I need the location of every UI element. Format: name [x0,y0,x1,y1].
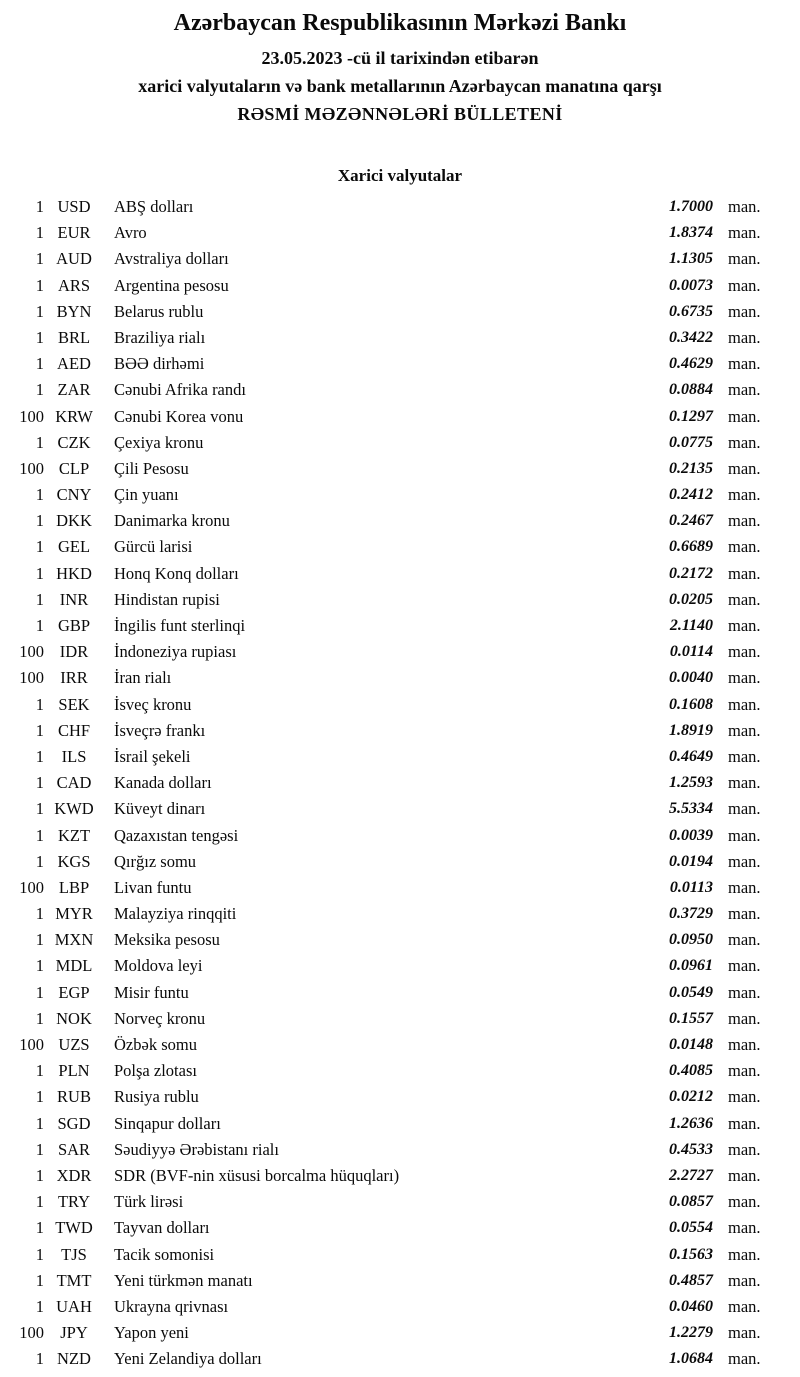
rate-value: 0.0857 [669,1193,713,1211]
unit-label: man. [728,432,761,452]
rate-row [0,1032,800,1058]
quantity: 1 [35,589,44,609]
rate-row [0,404,800,430]
rate-row [0,875,800,901]
currency-code: CNY [56,485,92,505]
rate-row [0,901,800,927]
quantity: 1 [35,197,44,216]
rate-row [0,1084,800,1110]
currency-name: Honq Konq dolları [114,563,239,583]
unit-label: man. [728,1008,761,1028]
rate-row [0,796,800,822]
rate-row [0,613,800,639]
currency-name: Avro [114,223,147,243]
rates-table [0,194,800,1372]
rate-value: 0.3729 [669,905,713,923]
rate-value: 0.0961 [669,957,713,975]
unit-label: man. [728,930,761,950]
unit-label: man. [728,877,761,897]
rate-value: 0.6735 [669,302,713,320]
currency-name: Belarus rublu [114,301,204,321]
currency-name: Çexiya kronu [114,432,204,452]
currency-name: Kanada dolları [114,773,212,793]
rate-row [0,1163,800,1189]
rate-value: 0.1608 [669,695,713,713]
currency-name: Çin yuanı [114,485,179,505]
rate-value: 0.0194 [669,852,713,870]
rate-row [0,1346,800,1372]
quantity: 1 [35,1061,44,1081]
rate-row [0,299,800,325]
bank-title: Azərbaycan Respublikasının Mərkəzi Bankı [173,10,627,36]
currency-code: NZD [57,1349,91,1369]
unit-label: man. [728,1349,761,1369]
bulletin-subtitle: xarici valyutaların və bank metallarının Azərbaycan manatına qarşı [138,76,662,96]
rate-row [0,770,800,796]
rate-row [0,325,800,351]
currency-code: GBP [57,616,91,635]
unit-label: man. [728,275,761,295]
rate-row [0,823,800,849]
rate-row [0,639,800,665]
rate-row [0,534,800,560]
quantity: 1 [35,851,44,871]
quantity: 1 [35,746,44,766]
rate-value: 0.0113 [669,878,713,896]
rate-row [0,927,800,953]
rate-value: 0.4533 [669,1140,713,1158]
currency-code: TWD [55,1218,93,1238]
rate-value: 0.2412 [669,486,713,504]
quantity: 100 [19,1323,44,1343]
rate-value: 0.4649 [669,747,713,765]
currency-code: USD [57,197,91,216]
unit-label: man. [728,746,761,766]
rate-row [0,351,800,377]
currency-code: LBP [58,877,90,897]
quantity: 1 [35,956,44,976]
quantity: 100 [19,642,44,662]
currency-name: Polşa zlotası [114,1061,197,1081]
currency-name: Moldova leyi [114,956,203,976]
currency-code: AUD [56,249,92,269]
rate-value: 0.0950 [669,931,713,949]
currency-code: BRL [57,327,91,347]
bulletin-name: RƏSMİ MƏZƏNNƏLƏRİ BÜLLETENİ [237,104,563,124]
effective-date-line: 23.05.2023 -cü il tarixindən etibarən [261,48,539,68]
currency-name: Türk lirəsi [114,1192,184,1212]
currency-code: IRR [60,668,88,688]
quantity: 1 [35,773,44,793]
quantity: 1 [35,930,44,950]
currency-name: Hindistan rupisi [114,589,220,609]
quantity: 1 [35,380,44,400]
unit-label: man. [728,458,761,478]
unit-label: man. [728,694,761,714]
currency-code: EGP [58,982,90,1002]
unit-label: man. [728,1218,761,1238]
rate-value: 1.7000 [669,198,713,215]
rate-value: 0.3422 [669,328,713,346]
quantity: 1 [35,1349,44,1369]
rate-value: 0.0040 [669,669,713,687]
rate-row [0,377,800,403]
unit-label: man. [728,223,761,243]
rate-row [0,1294,800,1320]
unit-label: man. [728,956,761,976]
currency-name: Qırğız somu [114,851,197,871]
rate-value: 1.2279 [669,1324,713,1342]
section-title-foreign-currencies: Xarici valyutalar [337,166,463,185]
currency-name: Küveyt dinarı [114,799,206,819]
currency-code: TJS [61,1244,87,1264]
currency-name: Meksika pesosu [114,930,220,950]
rate-value: 5.5334 [669,800,713,818]
currency-code: KZT [57,825,91,845]
currency-name: Gürcü larisi [114,537,193,557]
currency-name: İndoneziya rupiası [114,642,237,662]
rate-value: 0.0212 [669,1088,713,1106]
quantity: 1 [35,799,44,819]
quantity: 100 [19,1035,44,1054]
currency-code: IDR [59,642,89,662]
quantity: 1 [35,1192,44,1212]
rate-value: 0.0460 [669,1297,713,1315]
currency-code: DKK [56,511,92,531]
currency-code: RUB [57,1087,91,1107]
unit-label: man. [728,1113,761,1133]
unit-label: man. [728,380,761,400]
currency-name: Qazaxıstan tengəsi [114,825,239,845]
quantity: 1 [35,1165,44,1185]
currency-code: CZK [57,432,91,452]
rate-value: 0.4629 [669,355,713,373]
currency-code: ILS [61,746,87,766]
unit-label: man. [728,851,761,871]
currency-code: INR [59,589,89,609]
rate-row [0,456,800,482]
currency-name: Yeni Zelandiya dolları [114,1349,262,1369]
rate-row [0,587,800,613]
unit-label: man. [728,1139,761,1159]
unit-label: man. [728,511,761,531]
currency-code: ZAR [57,380,91,400]
currency-code: TRY [57,1192,91,1212]
currency-code: MYR [55,904,93,924]
currency-name: İran rialı [114,668,172,688]
unit-label: man. [728,904,761,924]
rate-value: 0.2467 [669,512,713,530]
quantity: 1 [35,904,44,924]
unit-label: man. [728,982,761,1002]
quantity: 1 [35,485,44,505]
currency-name: Livan funtu [114,877,192,897]
quantity: 1 [35,694,44,714]
rate-value: 1.1305 [669,250,713,268]
unit-label: man. [728,1087,761,1107]
quantity: 1 [35,1270,44,1290]
currency-name: Tacik somonisi [114,1244,215,1264]
rate-value: 0.0549 [669,983,713,1001]
rate-value: 0.1297 [669,407,713,425]
unit-label: man. [728,1061,761,1081]
rate-value: 0.1563 [669,1245,713,1263]
unit-label: man. [728,563,761,583]
unit-label: man. [728,197,761,216]
unit-label: man. [728,537,761,557]
quantity: 1 [35,354,44,374]
currency-code: TMT [56,1270,92,1290]
currency-name: Braziliya rialı [114,327,206,347]
rate-row [0,1058,800,1084]
rate-value: 0.2135 [669,459,713,477]
currency-code: JPY [60,1323,88,1343]
unit-label: man. [728,1323,761,1343]
currency-code: SGD [57,1113,91,1133]
currency-code: EUR [57,223,91,243]
unit-label: man. [728,485,761,505]
currency-name: Cənubi Afrika randı [114,380,246,400]
rate-value: 2.1140 [669,617,713,634]
quantity: 1 [35,327,44,347]
unit-label: man. [728,720,761,740]
rate-row [0,1215,800,1241]
unit-label: man. [728,1192,761,1212]
quantity: 1 [35,275,44,295]
currency-code: MXN [54,930,94,950]
unit-label: man. [728,825,761,845]
unit-label: man. [728,589,761,609]
rate-value: 0.1557 [669,1009,713,1027]
quantity: 1 [35,301,44,321]
currency-name: Misir funtu [114,982,189,1002]
rate-value: 0.4085 [669,1062,713,1080]
quantity: 1 [35,720,44,740]
rate-row [0,1189,800,1215]
currency-name: İsveç kronu [114,694,192,714]
currency-code: SAR [57,1139,91,1159]
rate-value: 0.0554 [669,1219,713,1237]
unit-label: man. [728,799,761,819]
rate-row [0,220,800,246]
unit-label: man. [728,668,761,688]
currency-name: İsrail şekeli [114,746,191,766]
currency-code: XDR [56,1165,92,1185]
currency-code: KWD [54,799,94,819]
unit-label: man. [728,1035,761,1054]
quantity: 1 [35,616,44,635]
rate-value: 1.8374 [669,224,713,242]
currency-code: UAH [56,1296,92,1316]
rate-value: 0.0148 [669,1036,713,1053]
currency-name: Özbək somu [114,1035,197,1054]
rate-row [0,665,800,691]
rate-value: 0.0884 [669,381,713,399]
unit-label: man. [728,1270,761,1290]
currency-code: SEK [58,694,90,714]
rate-row [0,482,800,508]
currency-code: GEL [57,537,91,557]
rate-value: 0.0205 [669,590,713,608]
rate-row [0,1268,800,1294]
rate-value: 2.2727 [669,1166,713,1184]
quantity: 1 [35,1244,44,1264]
quantity: 1 [35,563,44,583]
currency-code: CHF [57,720,91,740]
quantity: 1 [35,1218,44,1238]
unit-label: man. [728,301,761,321]
currency-name: Ukrayna qrivnası [114,1296,229,1316]
quantity: 1 [35,1113,44,1133]
rate-row [0,953,800,979]
rate-row [0,246,800,272]
currency-code: KRW [55,406,93,426]
currency-name: Cənubi Korea vonu [114,406,244,426]
rate-row [0,430,800,456]
currency-name: Səudiyyə Ərəbistanı rialı [114,1139,279,1159]
rate-row [0,1137,800,1163]
rate-value: 1.2636 [669,1114,713,1132]
rate-row [0,692,800,718]
rate-row [0,561,800,587]
currency-code: HKD [56,563,92,583]
quantity: 100 [19,668,44,688]
currency-name: İsveçrə frankı [114,720,206,740]
currency-code: UZS [58,1035,90,1054]
currency-code: PLN [58,1061,90,1081]
rate-value: 0.0039 [669,826,713,844]
currency-code: KGS [57,851,91,871]
rate-row [0,508,800,534]
currency-name: BƏƏ dirhəmi [114,354,205,374]
rate-row [0,1111,800,1137]
currency-name: Yeni türkmən manatı [114,1270,253,1290]
currency-name: Yapon yeni [114,1323,189,1343]
unit-label: man. [728,1244,761,1264]
quantity: 1 [35,1087,44,1107]
currency-name: Rusiya rublu [114,1087,199,1107]
rate-row [0,849,800,875]
rate-value: 0.4857 [669,1271,713,1289]
currency-name: İngilis funt sterlinqi [114,616,246,635]
currency-name: Argentina pesosu [114,275,229,295]
quantity: 1 [35,825,44,845]
quantity: 1 [35,511,44,531]
currency-code: BYN [56,301,92,321]
unit-label: man. [728,406,761,426]
currency-code: NOK [56,1008,92,1028]
currency-name: SDR (BVF-nin xüsusi borcalma hüquqları) [114,1165,400,1185]
currency-name: Sinqapur dolları [114,1113,221,1133]
rate-value: 0.0114 [669,643,713,661]
rate-value: 0.0073 [669,276,713,294]
bulletin-header [0,0,800,125]
currency-name: ABŞ dolları [114,197,194,216]
unit-label: man. [728,327,761,347]
rate-value: 0.0775 [669,433,713,451]
unit-label: man. [728,354,761,374]
unit-label: man. [728,249,761,269]
unit-label: man. [728,1165,761,1185]
rate-value: 1.8919 [669,721,713,739]
quantity: 100 [19,877,44,897]
currency-name: Tayvan dolları [114,1218,210,1238]
unit-label: man. [728,642,761,662]
quantity: 1 [35,537,44,557]
rate-row [0,194,800,220]
rate-row [0,744,800,770]
currency-name: Danimarka kronu [114,511,230,531]
quantity: 1 [35,1139,44,1159]
currency-code: ARS [57,275,91,295]
currency-name: Avstraliya dolları [114,249,229,269]
currency-code: CAD [56,773,92,793]
rate-row [0,718,800,744]
unit-label: man. [728,1296,761,1316]
rate-value: 1.2593 [669,774,713,792]
currency-code: MDL [55,956,93,976]
quantity: 1 [35,432,44,452]
currency-code: AED [57,354,91,374]
unit-label: man. [728,773,761,793]
quantity: 1 [35,982,44,1002]
rate-value: 1.0684 [669,1350,713,1368]
quantity: 1 [35,1296,44,1316]
rate-value: 0.6689 [669,538,713,556]
quantity: 1 [35,249,44,269]
quantity: 1 [35,1008,44,1028]
quantity: 1 [35,223,44,243]
unit-label: man. [728,616,761,635]
rate-row [0,1006,800,1032]
rate-value: 0.2172 [669,564,713,582]
currency-name: Çili Pesosu [114,458,189,478]
quantity: 100 [19,406,44,426]
quantity: 100 [19,458,44,478]
rate-row [0,980,800,1006]
currency-name: Malayziya rinqqiti [114,904,237,924]
rate-row [0,1320,800,1346]
rate-row [0,273,800,299]
currency-name: Norveç kronu [114,1008,206,1028]
currency-code: CLP [58,458,90,478]
rate-row [0,1242,800,1268]
